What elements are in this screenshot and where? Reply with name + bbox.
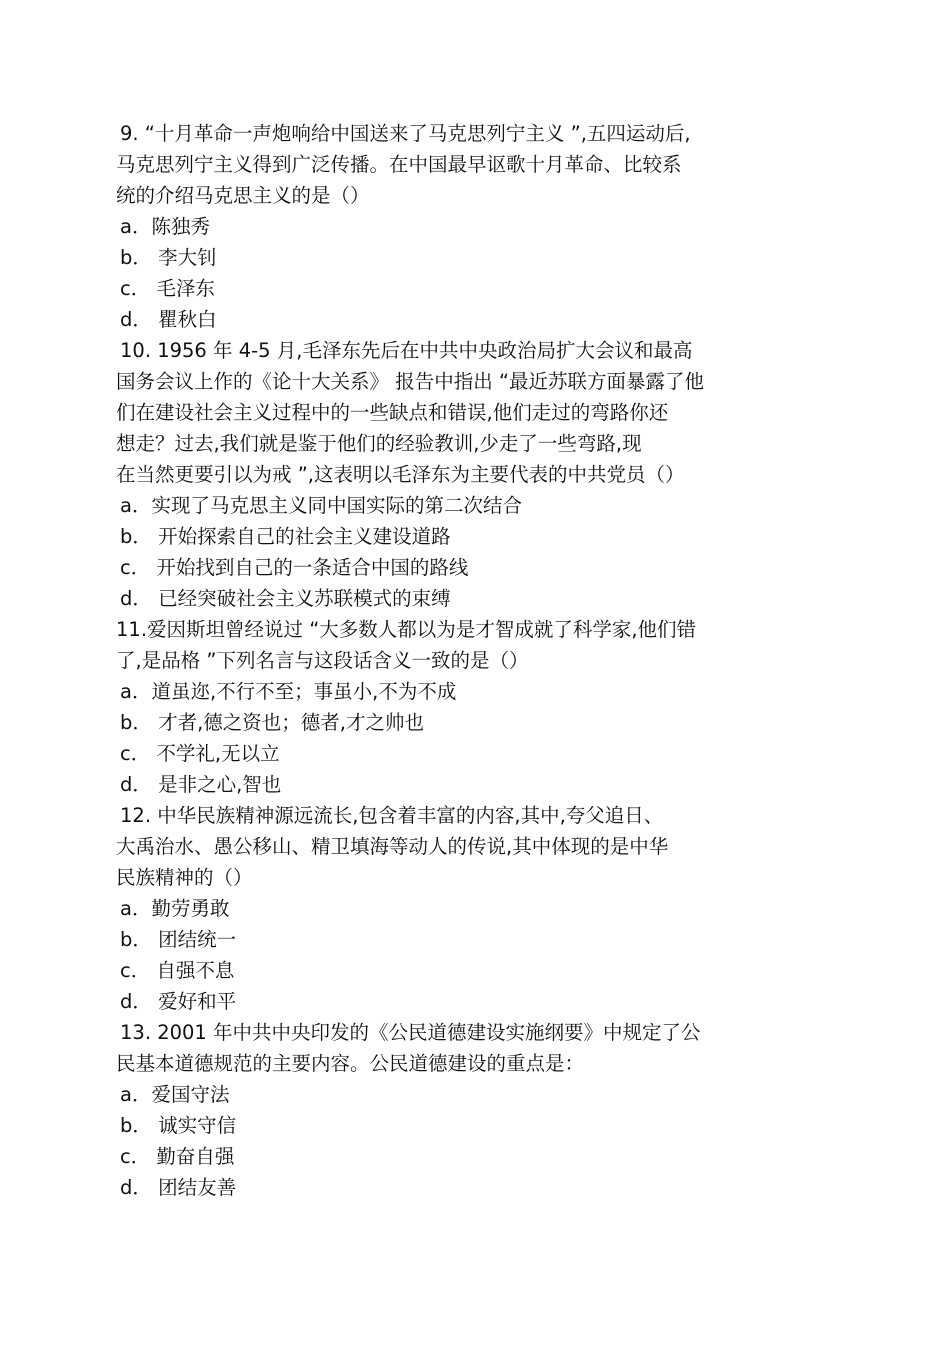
option-d: d． 爱好和平 — [120, 990, 237, 1013]
option-d: d． 是非之心,智也 — [120, 773, 282, 796]
question-text-line: 民基本道德规范的主要内容。公民道德建设的重点是： — [116, 1052, 585, 1075]
option-b: b． 李大钊 — [120, 246, 217, 269]
option-c: c． 开始找到自己的一条适合中国的路线 — [120, 556, 469, 579]
question-text-line: 国务会议上作的《论十大关系》 报告中指出 “最近苏联方面暴露了他 — [116, 370, 704, 393]
question-12 — [116, 800, 816, 1017]
question-text-line: 了,是品格 ”下列名言与这段话含义一致的是（） — [116, 649, 529, 672]
question-10 — [116, 335, 816, 614]
option-d: d． 已经突破社会主义苏联模式的束缚 — [120, 587, 451, 610]
option-a: a．爱国守法 — [120, 1083, 230, 1106]
option-c: c． 勤奋自强 — [120, 1145, 235, 1168]
option-b: b． 团结统一 — [120, 928, 237, 951]
option-b: b． 诚实守信 — [120, 1114, 237, 1137]
question-text-line: 统的介绍马克思主义的是（） — [116, 184, 370, 207]
question-text-line: 马克思列宁主义得到广泛传播。在中国最早讴歌十月革命、比较系 — [116, 153, 682, 176]
question-13 — [116, 1017, 816, 1203]
option-a: a．勤劳勇敢 — [120, 897, 230, 920]
option-d: d． 瞿秋白 — [120, 308, 217, 331]
question-text-line: 想走？过去,我们就是鉴于他们的经验教训,少走了一些弯路,现 — [116, 432, 642, 455]
option-a: a．实现了马克思主义同中国实际的第二次结合 — [120, 494, 522, 517]
question-text-line: 12. 中华民族精神源远流长,包含着丰富的内容,其中,夸父追日、 — [120, 804, 664, 827]
option-b: b． 开始探索自己的社会主义建设道路 — [120, 525, 451, 548]
question-text-line: 9. “十月革命一声炮响给中国送来了马克思列宁主义 ”,五四运动后, — [120, 122, 691, 145]
option-d: d． 团结友善 — [120, 1176, 237, 1199]
question-text-line: 民族精神的（） — [116, 866, 253, 889]
option-c: c． 毛泽东 — [120, 277, 215, 300]
question-text-line: 们在建设社会主义过程中的一些缺点和错误,他们走过的弯路你还 — [116, 401, 669, 424]
question-text-line: 11.爱因斯坦曾经说过 “大多数人都以为是才智成就了科学家,他们错 — [116, 618, 697, 641]
option-b: b． 才者,德之资也；德者,才之帅也 — [120, 711, 424, 734]
option-c: c． 不学礼,无以立 — [120, 742, 280, 765]
question-9 — [116, 118, 816, 335]
question-text-line: 13. 2001 年中共中央印发的《公民道德建设实施纲要》中规定了公 — [120, 1021, 701, 1044]
question-text-line: 10. 1956 年 4-5 月,毛泽东先后在中共中央政治局扩大会议和最高 — [120, 339, 693, 362]
option-a: a．陈独秀 — [120, 215, 210, 238]
option-a: a．道虽迩,不行不至；事虽小,不为不成 — [120, 680, 457, 703]
question-text-line: 在当然更要引以为戒 ”,这表明以毛泽东为主要代表的中共党员（） — [116, 463, 685, 486]
question-11 — [116, 614, 816, 800]
option-c: c． 自强不息 — [120, 959, 235, 982]
document-page — [116, 118, 816, 1203]
question-text-line: 大禹治水、愚公移山、精卫填海等动人的传说,其中体现的是中华 — [116, 835, 669, 858]
